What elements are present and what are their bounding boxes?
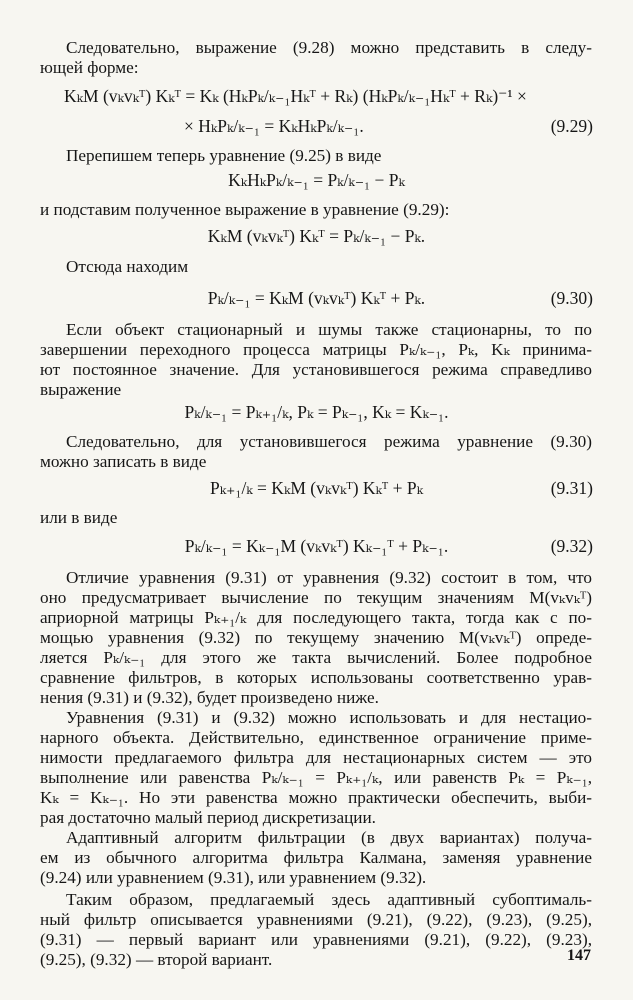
text-line: Если объект стационарный и шумы также стационарны, то по — [66, 320, 592, 339]
text-line: (9.31) — первый вариант или уравнениями (9.21), (9.22), (9.23), — [40, 930, 592, 949]
text-line: (9.24) или уравнением (9.31), или уравнением (9.32). — [40, 868, 427, 887]
text-line: Следовательно, для установившегося режима уравнение (9.30) — [66, 432, 592, 451]
equation: × HₖPₖ/ₖ₋₁ = KₖHₖPₖ/ₖ₋₁. — [184, 116, 364, 136]
equation: KₖHₖPₖ/ₖ₋₁ = Pₖ/ₖ₋₁ − Pₖ — [228, 170, 405, 190]
text-line: Таким образом, предлагаемый здесь адаптивный субоптималь- — [66, 890, 592, 909]
equation: Pₖ/ₖ₋₁ = KₖM (vₖvₖᵀ) Kₖᵀ + Pₖ. — [207, 288, 426, 308]
equation: Pₖ/ₖ₋₁ = Kₖ₋₁M (vₖvₖᵀ) Kₖ₋₁ᵀ + Pₖ₋₁. — [184, 536, 449, 556]
page-number: 147 — [567, 947, 591, 964]
text-line: ют постоянное значение. Для установившегося режима справедливо — [40, 360, 592, 379]
equation: KₖM (vₖvₖᵀ) Kₖᵀ = Pₖ/ₖ₋₁ − Pₖ. — [207, 226, 426, 246]
text-line: Отсюда находим — [66, 257, 189, 276]
text-line: сравнение фильтров, в которых использованы соответственно урав- — [40, 668, 592, 687]
text-line: и подставим полученное выражение в уравнение (9.29): — [40, 200, 450, 219]
text-line: или в виде — [40, 508, 118, 527]
text-line: Перепишем теперь уравнение (9.25) в виде — [66, 146, 382, 165]
equation-number: (9.31) — [550, 478, 593, 498]
text-line: ный фильтр описывается уравнениями (9.21), (9.22), (9.23), (9.25), — [40, 910, 592, 929]
equation: Pₖ/ₖ₋₁ = Pₖ₊₁/ₖ, Pₖ = Pₖ₋₁, Kₖ = Kₖ₋₁. — [184, 402, 449, 422]
text-line: ем из обычного алгоритма фильтра Калмана, заменяя уравнение — [40, 848, 592, 867]
text-line: нарного объекта. Действительно, единственное ограничение приме- — [40, 728, 592, 747]
equation-number: (9.29) — [550, 116, 593, 136]
text-line: завершении переходного процесса матрицы Pₖ/ₖ₋₁, Pₖ, Kₖ принима- — [40, 340, 592, 359]
text-line: Адаптивный алгоритм фильтрации (в двух вариантах) получа- — [66, 828, 592, 847]
text-line: ляется Pₖ/ₖ₋₁ для этого же такта вычислений. Более подробное — [40, 648, 592, 667]
text-line: выполнение или равенства Pₖ/ₖ₋₁ = Pₖ₊₁/ₖ, или равенств Pₖ = Pₖ₋₁, — [40, 768, 592, 787]
text-line: Отличие уравнения (9.31) от уравнения (9.32) состоит в том, что — [66, 568, 592, 587]
text-line: Уравнения (9.31) и (9.32) можно использовать и для нестацио- — [66, 708, 592, 727]
text-line: Следовательно, выражение (9.28) можно представить в следу- — [66, 38, 592, 57]
equation: Pₖ₊₁/ₖ = KₖM (vₖvₖᵀ) Kₖᵀ + Pₖ — [209, 478, 423, 498]
text-line: нения (9.31) и (9.32), будет произведено ниже. — [40, 688, 379, 707]
text-line: можно записать в виде — [40, 452, 207, 471]
equation-number: (9.32) — [550, 536, 593, 556]
text-line: рая достаточно малый период дискретизации. — [40, 808, 376, 827]
text-line: ющей форме: — [40, 58, 139, 77]
equation-number: (9.30) — [550, 288, 593, 308]
text-line: Kₖ = Kₖ₋₁. Но эти равенства можно практически обеспечить, выби- — [40, 788, 592, 807]
equation: KₖM (vₖvₖᵀ) Kₖᵀ = Kₖ (HₖPₖ/ₖ₋₁Hₖᵀ + Rₖ) (HₖPₖ/ₖ₋₁Hₖᵀ + Rₖ)⁻¹ × — [64, 86, 527, 106]
text-line: оно предусматривает вычисление по текущим значениям M(vₖvₖᵀ) — [40, 588, 592, 607]
text-line: выражение — [40, 380, 122, 399]
text-line: априорной матрицы Pₖ₊₁/ₖ для последующего такта, тогда как с по- — [40, 608, 592, 627]
text-line: нимости предлагаемого фильтра для нестационарных систем — это — [40, 748, 592, 767]
text-line: мощью уравнения (9.32) по текущему значению M(vₖvₖᵀ) опреде- — [40, 628, 592, 647]
text-line: (9.25), (9.32) — второй вариант. — [40, 950, 273, 969]
